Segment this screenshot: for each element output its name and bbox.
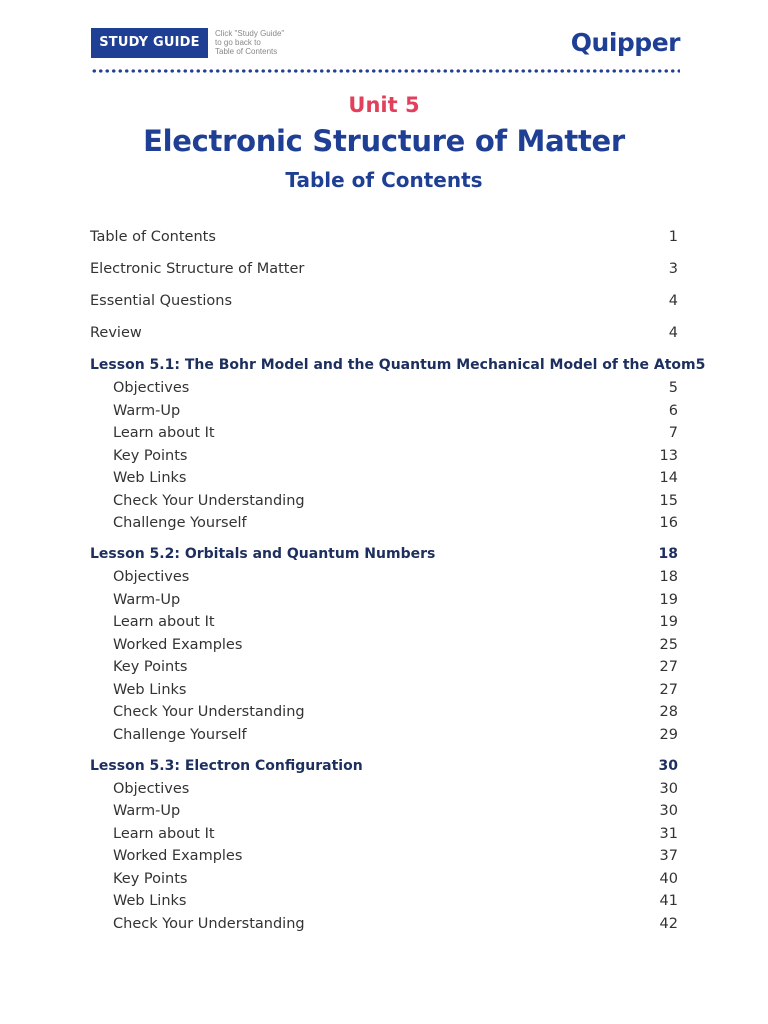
toc-entry-label: Check Your Understanding [113, 915, 305, 932]
toc-page-number: 29 [659, 726, 678, 743]
toc-page-number: 40 [659, 870, 678, 887]
toc-sub-entry[interactable] [90, 611, 678, 634]
toc-sub-entry[interactable] [90, 566, 678, 589]
toc-entry-label: Key Points [113, 447, 188, 464]
toc-entry[interactable] [90, 226, 678, 258]
toc-sub-entry[interactable] [90, 634, 678, 657]
toc-entry-label: Lesson 5.1: The Bohr Model and the Quantum Mechanical Model of the Atom [90, 357, 696, 373]
toc-page-number: 4 [668, 293, 678, 309]
toc-sub-entry[interactable] [90, 868, 678, 891]
toc-entry-label: Warm-Up [113, 591, 181, 608]
study-guide-button[interactable]: STUDY GUIDE [91, 28, 208, 58]
toc-entry-label: Web Links [113, 681, 187, 698]
toc-entry-label: Lesson 5.2: Orbitals and Quantum Numbers [90, 546, 436, 562]
toc-lesson-entry[interactable] [90, 354, 706, 377]
toc-sub-entry[interactable] [90, 377, 678, 400]
toc-sub-entry[interactable] [90, 589, 678, 612]
toc-sub-entry[interactable] [90, 724, 678, 755]
toc-sub-entry[interactable] [90, 490, 678, 513]
dotted-divider [91, 69, 680, 73]
toc-page-number: 19 [659, 591, 678, 608]
toc-entry-label: Warm-Up [113, 402, 181, 419]
toc-sub-entry[interactable] [90, 422, 678, 445]
toc-sub-entry[interactable] [90, 467, 678, 490]
toc-sub-entry[interactable] [90, 913, 678, 944]
toc-sub-entry[interactable] [90, 800, 678, 823]
toc-sub-entry[interactable] [90, 656, 678, 679]
toc-entry-label: Warm-Up [113, 803, 181, 819]
toc-page-number: 30 [659, 803, 678, 819]
toc-page-number: 14 [659, 470, 678, 486]
toc-entry-label: Objectives [113, 780, 190, 797]
toc-page-number: 41 [659, 893, 678, 909]
toc-page-number: 27 [659, 681, 678, 698]
toc-page-number: 13 [659, 447, 678, 464]
toc-entry-label: Objectives [113, 380, 190, 396]
toc-entry-label: Web Links [113, 893, 187, 909]
toc-page-number: 30 [659, 780, 678, 797]
toc-entry-label: Electronic Structure of Matter [90, 261, 305, 277]
toc-sub-entry[interactable] [90, 445, 678, 468]
toc-entry-label: Check Your Understanding [113, 492, 305, 509]
toc-entry-label: Key Points [113, 870, 188, 887]
toc-entry-label: Essential Questions [90, 293, 233, 309]
toc-heading: Table of Contents [285, 168, 483, 192]
page-title: Electronic Structure of Matter [143, 124, 625, 158]
toc-entry-label: Review [90, 325, 142, 341]
toc-page-number: 19 [659, 614, 678, 630]
hint-line: Table of Contents [215, 47, 278, 56]
toc-entry-label: Worked Examples [113, 848, 243, 864]
toc-page-number: 31 [659, 825, 678, 842]
toc-entry-label: Objectives [113, 569, 190, 585]
toc-sub-entry[interactable] [90, 701, 678, 724]
toc-sub-entry[interactable] [90, 512, 678, 543]
toc-entry-label: Learn about It [113, 614, 215, 630]
toc-entry-label: Worked Examples [113, 636, 243, 653]
toc-page-number: 4 [668, 325, 678, 341]
toc-page-number: 37 [659, 848, 678, 864]
toc-page-number: 5 [668, 380, 678, 396]
toc-entry-label: Key Points [113, 659, 188, 675]
toc-entry[interactable] [90, 290, 678, 322]
toc-page-number: 18 [658, 546, 678, 562]
toc-page-number: 5 [695, 357, 706, 373]
toc-page-number: 30 [658, 757, 678, 774]
toc-sub-entry[interactable] [90, 679, 678, 702]
toc-entry-label: Check Your Understanding [113, 704, 305, 720]
toc-entry-label: Table of Contents [90, 229, 216, 245]
toc-sub-entry[interactable] [90, 400, 678, 423]
toc-entry-label: Web Links [113, 470, 187, 486]
toc-page-number: 28 [659, 704, 678, 720]
toc-entry[interactable] [90, 322, 678, 354]
unit-label: Unit 5 [348, 93, 420, 117]
toc-entry-label: Challenge Yourself [113, 515, 247, 531]
toc-page-number: 16 [659, 515, 678, 531]
toc-sub-entry[interactable] [90, 778, 678, 801]
toc-sub-entry[interactable] [90, 823, 678, 846]
toc-entry-label: Learn about It [113, 425, 215, 441]
toc-page-number: 7 [668, 425, 678, 441]
toc-entry-label: Lesson 5.3: Electron Configuration [90, 757, 363, 774]
toc-lesson-entry[interactable] [90, 543, 678, 566]
toc-entry[interactable] [90, 258, 678, 290]
hint-line: to go back to [215, 38, 261, 47]
study-guide-hint [215, 29, 305, 56]
toc-page-number: 27 [659, 659, 678, 675]
toc-page-number: 1 [668, 229, 678, 245]
hint-line: Click "Study Guide" [215, 29, 285, 38]
toc-page-number: 42 [659, 915, 678, 932]
toc-page-number: 3 [668, 261, 678, 277]
table-of-contents [90, 226, 706, 944]
toc-entry-label: Learn about It [113, 825, 215, 842]
toc-page-number: 25 [659, 636, 678, 653]
toc-entry-label: Challenge Yourself [113, 726, 247, 743]
toc-sub-entry[interactable] [90, 845, 678, 868]
toc-page-number: 15 [659, 492, 678, 509]
page-header [91, 28, 680, 76]
quipper-logo: Quipper [570, 28, 680, 57]
toc-page-number: 18 [659, 569, 678, 585]
toc-lesson-entry[interactable] [90, 755, 678, 778]
toc-page-number: 6 [668, 402, 678, 419]
toc-sub-entry[interactable] [90, 890, 678, 913]
